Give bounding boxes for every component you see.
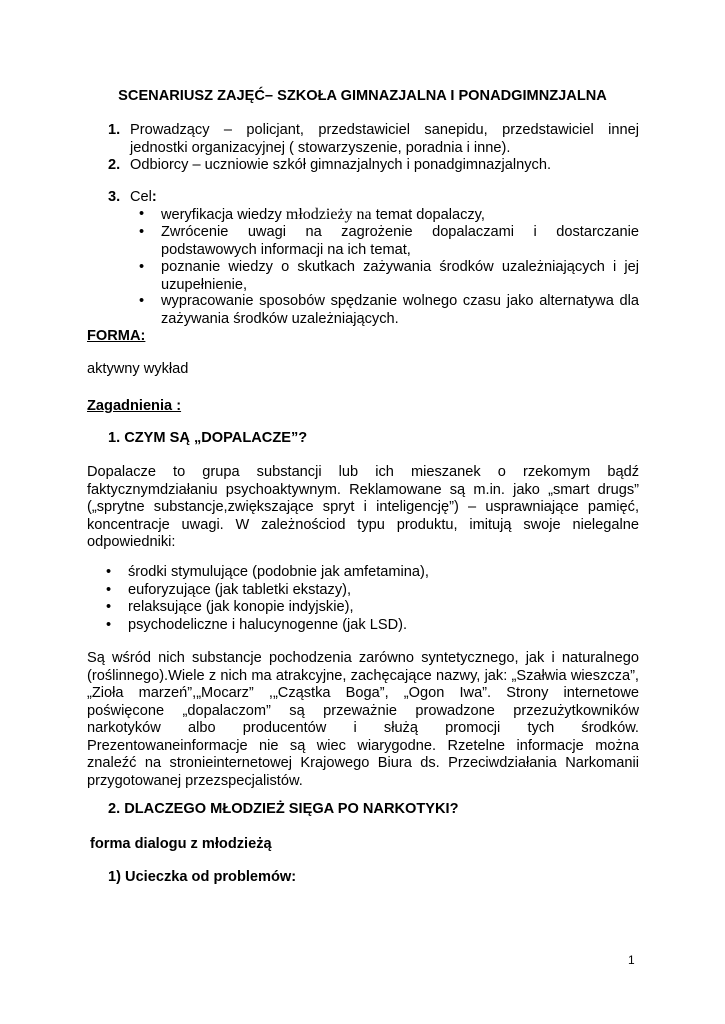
paragraph-2-line: Prezentowaneinformacje nie są wiec wiarygodne. Rzetelne informacje można: [87, 737, 639, 754]
bullet-icon: •: [106, 564, 112, 580]
bullet-icon: •: [106, 581, 112, 598]
paragraph-1-line: Dopalacze to grupa substancji lub ich mieszanek o rzekomym bądź: [87, 464, 639, 480]
effects-list-item-text: relaksujące (jak konopie indyjskie),: [128, 599, 354, 615]
topics-heading: Zagadnienia :: [87, 398, 182, 414]
bullet-icon: •: [139, 259, 145, 275]
effects-list-item-text: euforyzujące (jak tabletki ekstazy),: [128, 581, 352, 598]
goal-label: Cel: [130, 189, 152, 205]
goal-bullet-1-part-2: młodzieży na: [285, 206, 372, 223]
form-text: aktywny wykład: [87, 361, 189, 377]
goal-bullet-2-line-2: podstawowych informacji na ich temat,: [161, 241, 411, 258]
subsection-1-title: 1) Ucieczka od problemów:: [108, 869, 297, 885]
intro-item-1-number: 1.: [108, 122, 121, 138]
paragraph-2-line: przygotowanej przezspecjalistów.: [87, 772, 303, 789]
goal-colon: :: [151, 189, 157, 205]
bullet-icon: •: [106, 599, 112, 615]
bullet-icon: •: [106, 616, 112, 633]
section-1-title: 1. CZYM SĄ „DOPALACZE”?: [108, 430, 308, 446]
bullet-icon: •: [139, 224, 145, 240]
goal-bullet-1-part-3: temat dopalaczy,: [371, 207, 485, 223]
intro-item-2-number: 2.: [108, 157, 121, 173]
paragraph-2-line: znaleźć na stronieinternetowej Krajowego Biura ds. Przeciwdziałania Narkomanii: [87, 755, 639, 771]
goal-bullet-4-line-1: wypracowanie sposobów spędzanie wolnego czasu jako alternatywa dla: [161, 293, 639, 309]
paragraph-1-line: koncentracje uwagi. W zależnościod typu produktu, imitują swoje nielegalne: [87, 516, 639, 533]
paragraph-2-line: Są wśród nich substancje pochodzenia zarówno syntetycznego, jak i naturalnego: [87, 650, 639, 666]
paragraph-1-line: odpowiedniki:: [87, 534, 176, 550]
goal-number: 3.: [108, 189, 121, 205]
page-number: 1: [628, 953, 635, 967]
intro-item-1-line-2: jednostki organizacyjnej ( stowarzyszenie, poradnia i inne).: [130, 139, 511, 156]
paragraph-2-line: narkotyków albo producentów i służą promocji tych środków.: [87, 720, 639, 736]
document-title: SCENARIUSZ ZAJĘĆ– SZKOŁA GIMNAZJALNA I PONADGIMNZJALNA: [118, 88, 607, 104]
paragraph-2-line: poświęcone „dopalaczom” są przeważnie prowadzone przezużytkowników: [87, 702, 639, 719]
goal-bullet-3-line-2: uzupełnienie,: [161, 276, 248, 293]
effects-list-item-text: środki stymulujące (podobnie jak amfetamina),: [128, 564, 429, 580]
goal-bullet-2-line-1: Zwrócenie uwagi na zagrożenie dopalaczami i dostarczanie: [161, 224, 639, 240]
goal-bullet-1-part-1: weryfikacja wiedzy: [161, 207, 286, 223]
paragraph-2-line: „Zioła marzeń”,„Mocarz” ,„Cząstka Boga”, „Ogon Iwa”. Strony internetowe: [87, 685, 639, 701]
goal-bullet-4-line-2: zażywania środków uzależniających.: [161, 310, 399, 327]
bullet-icon: •: [139, 293, 145, 309]
paragraph-2-line: (roślinnego).Wiele z nich ma atrakcyjne, zachęcające nazwy, jak: „Szałwia wieszcza”,: [87, 667, 639, 684]
paragraph-1-line: („sprytne substancje,zwiększające spryt i inteligencję”) – usprawniające pamięć,: [87, 499, 639, 515]
bullet-icon: •: [139, 206, 145, 222]
intro-item-1-line-1: Prowadzący – policjant, przedstawiciel sanepidu, przedstawiciel innej: [130, 122, 639, 138]
goal-bullet-3-line-1: poznanie wiedzy o skutkach zażywania środków uzależniających i jej: [161, 259, 639, 275]
dialog-heading: forma dialogu z młodzieżą: [90, 836, 272, 852]
effects-list-item-text: psychodeliczne i halucynogenne (jak LSD).: [128, 616, 408, 633]
paragraph-1-line: faktycznymdziałaniu psychoaktywnym. Reklamowane są m.in. jako „smart drugs”: [87, 481, 639, 498]
intro-item-2-line-1: Odbiorcy – uczniowie szkół gimnazjalnych i ponadgimnazjalnych.: [130, 157, 551, 173]
section-2-title: 2. DLACZEGO MŁODZIEŻ SIĘGA PO NARKOTYKI?: [108, 801, 459, 817]
form-heading: FORMA:: [87, 328, 146, 344]
